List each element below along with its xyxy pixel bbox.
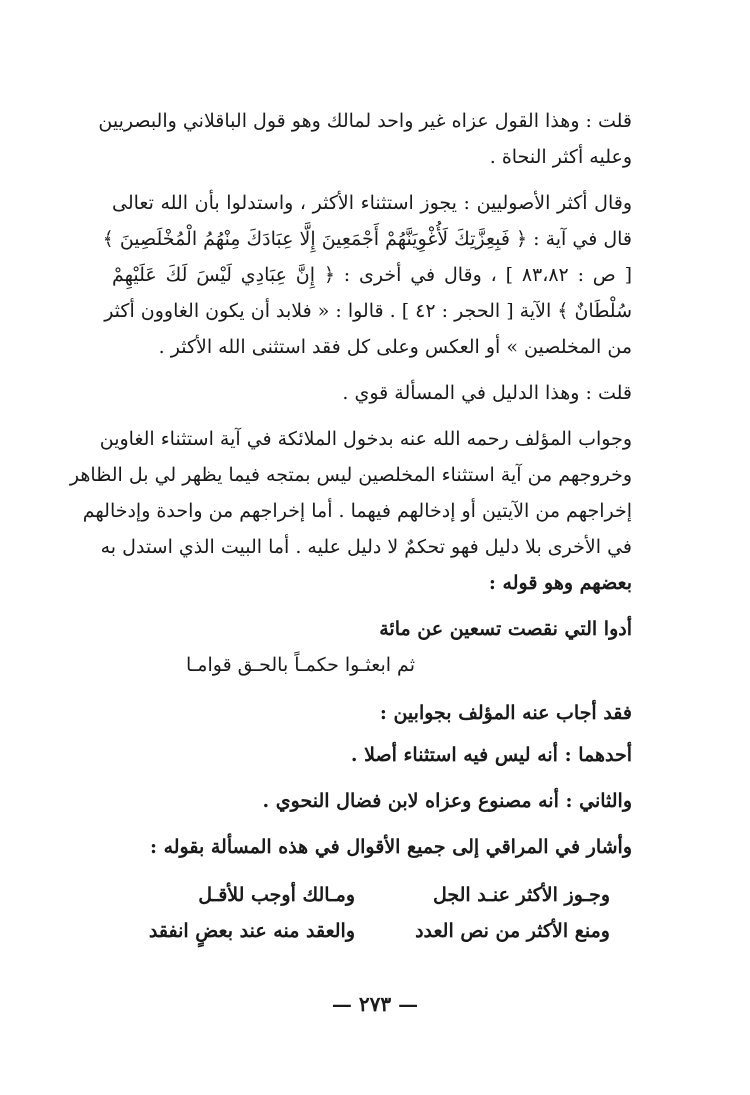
text-line: وقال أكثر الأصوليين : يجوز استثناء الأكثر ، واستدلوا بأن الله تعالى <box>112 192 632 214</box>
verse-hemistich-left: ومـالك أوجب للأقـل <box>198 884 355 906</box>
text-line: قلت : وهذا القول عزاه غير واحد لمالك وهو قول الباقلاني والبصريين <box>98 110 632 132</box>
text-line: قلت : وهذا الدليل في المسألة قوي . <box>342 382 632 404</box>
text-line: من المخلصين » أو العكس وعلى كل فقد استثنى الله الأكثر . <box>158 336 632 358</box>
poem-hemistich: أدوا التي نقصت تسعين عن مائة <box>379 618 632 640</box>
text-line: وخروجهم من آية استثناء المخلصين ليس بمتجه فيما يظهر لي بل الظاهر <box>69 464 632 486</box>
verse-hemistich-left: والعقد منه عند بعضٍ انفقد <box>148 920 355 942</box>
verse-hemistich-right: ومنع الأكثر من نص العدد <box>415 920 610 942</box>
text-line: أحدهما : أنه ليس فيه استثناء أصلا . <box>350 744 632 766</box>
poem-hemistich: ثم ابعثـوا حكمـاً بالحـق قوامـا <box>185 654 415 676</box>
page-number: — ٢٧٣ — <box>331 992 419 1016</box>
text-line: وأشار في المراقي إلى جميع الأقوال في هذه المسألة بقوله : <box>149 836 632 858</box>
text-line: فقد أجاب عنه المؤلف بجوابين : <box>379 702 632 724</box>
text-line: بعضهم وهو قوله : <box>488 572 632 594</box>
text-line: في الأخرى بلا دليل فهو تحكمٌ لا دليل عليه . أما البيت الذي استدل به <box>100 536 632 558</box>
verse-hemistich-right: وجـوز الأكثر عنـد الجل <box>432 884 610 906</box>
text-line: وجواب المؤلف رحمه الله عنه بدخول الملائكة في آية استثناء الغاوين <box>99 428 632 450</box>
text-line: سُلْطَانٌ ﴾ الآية [ الحجر : ٤٢ ] . قالوا : « فلابد أن يكون الغاوون أكثر <box>104 300 632 322</box>
quran-verse-line: قال في آية : ﴿ فَبِعِزَّتِكَ لَأُغْوِيَنَّهُمْ أَجْمَعِينَ إِلَّا عِبَادَكَ مِنْهُمُ الْمُخْلَصِينَ ﴾ <box>102 228 632 250</box>
text-line: إخراجهم من الآيتين أو إدخالهم فيهما . أما إخراجهم من واحدة وإدخالهم <box>82 500 632 522</box>
text-line: والثاني : أنه مصنوع وعزاه لابن فضال النحوي . <box>262 790 632 812</box>
quran-verse-line: [ ص : ٨٣،٨٢ ] ، وقال في أخرى : ﴿ إِنَّ عِبَادِي لَيْسَ لَكَ عَلَيْهِمْ <box>112 264 633 286</box>
text-line: وعليه أكثر النحاة . <box>489 146 632 168</box>
